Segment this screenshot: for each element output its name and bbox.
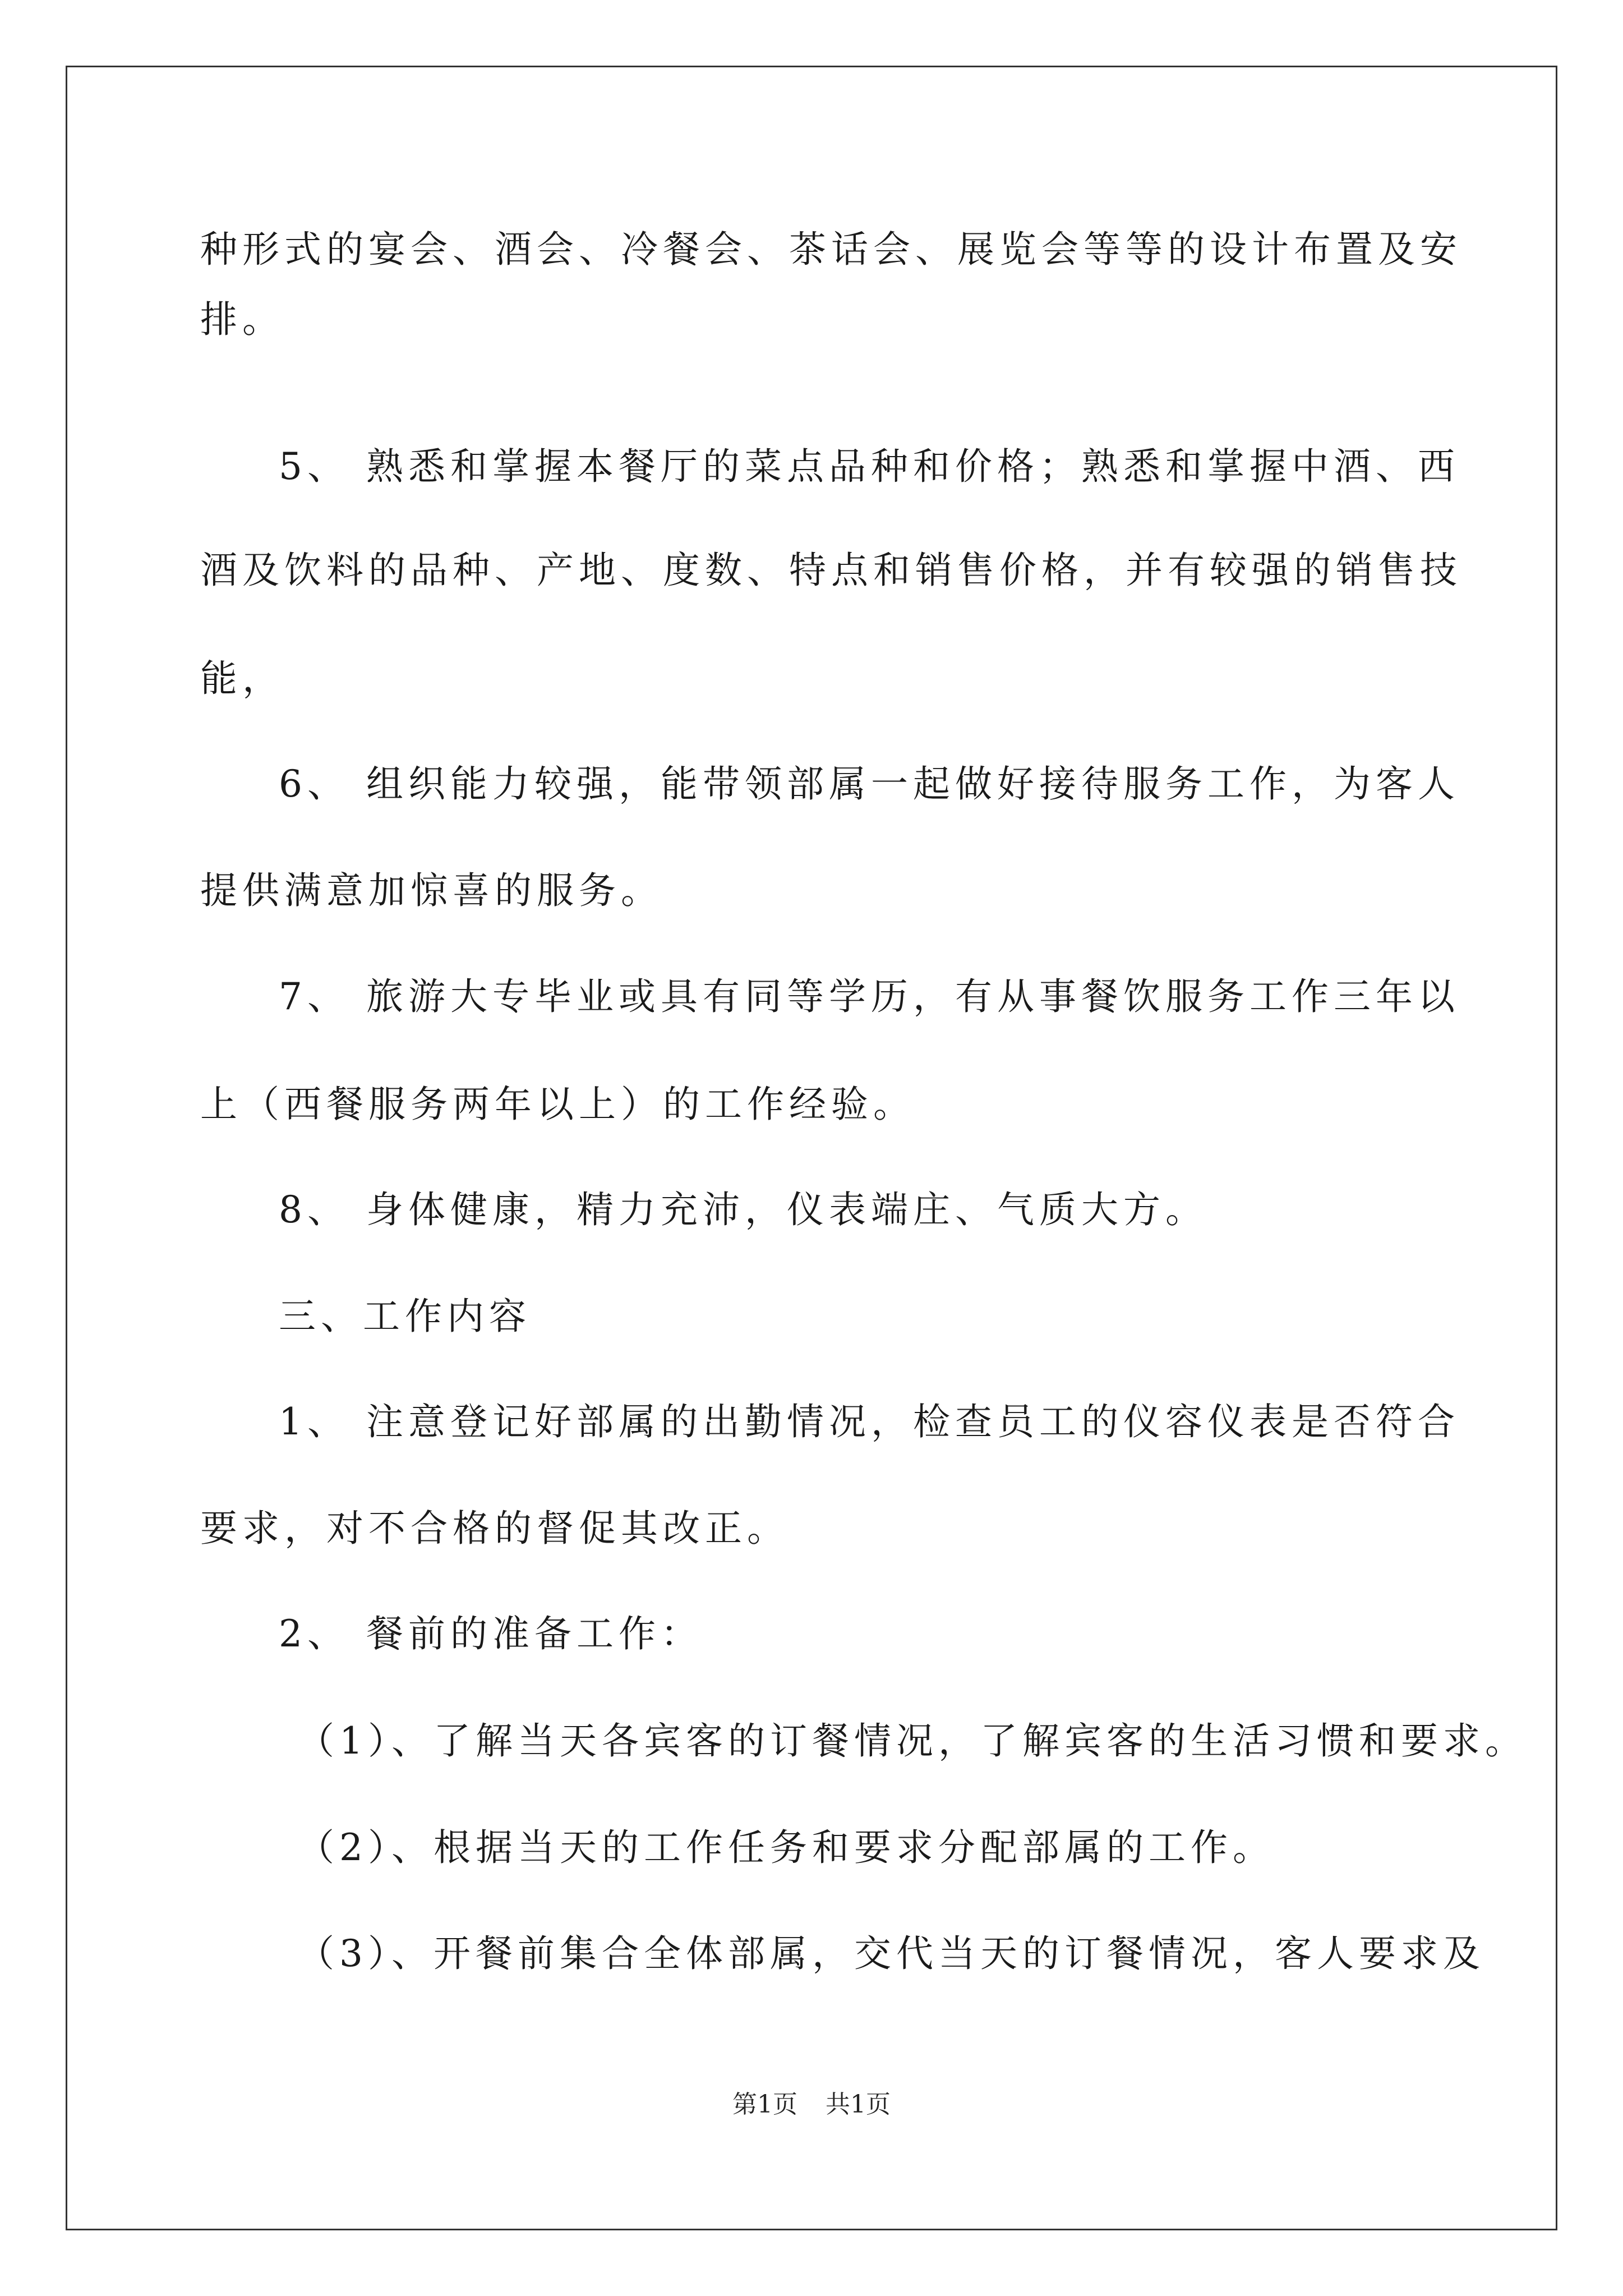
text-line: 提供满意加惊喜的服务。 (200, 869, 663, 912)
text-line: 1、 注意登记好部属的出勤情况，检查员工的仪容仪表是否符合 (279, 1400, 1460, 1443)
text-line: 2、 餐前的准备工作： (279, 1612, 703, 1655)
section-heading: 三、工作内容 (279, 1295, 531, 1338)
text-line: 能， (200, 657, 284, 700)
text-line: 6、 组织能力较强，能带领部属一起做好接待服务工作，为客人 (279, 762, 1460, 806)
page-total: 共1页 (826, 2090, 891, 2119)
text-line: 种形式的宴会、酒会、冷餐会、茶话会、展览会等等的设计布置及安 (200, 228, 1462, 271)
text-line: 8、 身体健康，精力充沛，仪表端庄、气质大方。 (279, 1188, 1207, 1231)
text-line: 7、 旅游大专毕业或具有同等学历，有从事餐饮服务工作三年以 (279, 975, 1460, 1018)
text-line: （1）、了解当天各宾客的订餐情况，了解宾客的生活习惯和要求。 (297, 1719, 1527, 1763)
page-border (66, 66, 1557, 2230)
page-number: 第1页 (732, 2090, 797, 2119)
text-line: 酒及饮料的品种、产地、度数、特点和销售价格，并有较强的销售技 (200, 549, 1462, 592)
text-line: （2）、根据当天的工作任务和要求分配部属的工作。 (297, 1826, 1275, 1869)
text-line: 要求，对不合格的督促其改正。 (200, 1507, 789, 1550)
text-line: 5、 熟悉和掌握本餐厅的菜点品种和价格；熟悉和掌握中酒、西 (279, 445, 1460, 488)
text-line: （3）、开餐前集合全体部属，交代当天的订餐情况，客人要求及 (297, 1932, 1485, 1975)
page-footer (0, 2088, 1623, 2122)
text-line: 上（西餐服务两年以上）的工作经验。 (200, 1083, 915, 1126)
text-line: 排。 (200, 298, 284, 341)
